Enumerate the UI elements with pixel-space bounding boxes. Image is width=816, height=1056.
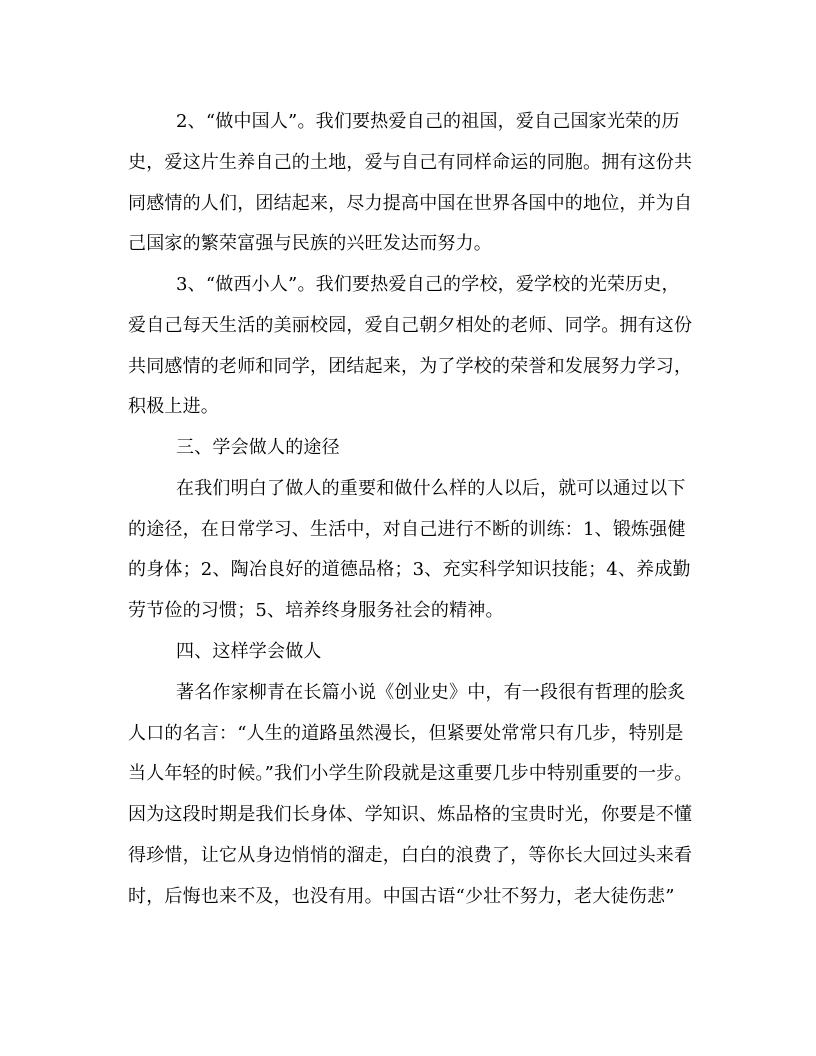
paragraph-line: 在我们明白了做人的重要和做什么样的人以后，就可以通过以下 [176, 478, 686, 499]
paragraph-line: 同感情的人们，团结起来，尽力提高中国在世界各国中的地位，并为自 [128, 193, 693, 214]
paragraph-line: 己国家的繁荣富强与民族的兴旺发达而努力。 [128, 233, 492, 254]
paragraph-line: 人口的名言：“人生的道路虽然漫长，但紧要处常常只有几步，特别是 [128, 723, 684, 744]
paragraph-line: 当人年轻的时候。”我们小学生阶段就是这重要几步中特别重要的一步。 [128, 763, 693, 784]
paragraph-line: 爱自己每天生活的美丽校园，爱自己朝夕相处的老师、同学。拥有这份 [128, 315, 693, 336]
paragraph-line: 得珍惜，让它从身边悄悄的溜走，白白的浪费了，等你长大回过头来看 [128, 845, 693, 866]
section-heading: 四、这样学会做人 [176, 641, 322, 662]
paragraph-line: 著名作家柳青在长篇小说《创业史》中，有一段很有哲理的脍炙 [176, 682, 686, 703]
paragraph-line: 3、“做西小人”。我们要热爱自己的学校，爱学校的光荣历史， [176, 274, 680, 295]
paragraph-line: 2、“做中国人”。我们要热爱自己的祖国，爱自己国家光荣的历 [176, 111, 680, 132]
paragraph-line: 共同感情的老师和同学，团结起来，为了学校的荣誉和发展努力学习， [128, 356, 693, 377]
section-heading: 三、学会做人的途径 [176, 437, 340, 458]
paragraph-line: 的途径，在日常学习、生活中，对自己进行不断的训练：1、锻炼强健 [128, 519, 686, 540]
paragraph-line: 劳节俭的习惯；5、培养终身服务社会的精神。 [128, 600, 504, 621]
paragraph-line: 时，后悔也来不及，也没有用。中国古语“少壮不努力，老大徒伤悲” [128, 886, 675, 907]
paragraph-line: 史，爱这片生养自己的土地，爱与自己有同样命运的同胞。拥有这份共 [128, 152, 693, 173]
paragraph-line: 因为这段时期是我们长身体、学知识、炼品格的宝贵时光，你要是不懂 [128, 804, 693, 825]
paragraph-line: 的身体；2、陶冶良好的道德品格；3、充实科学知识技能；4、养成勤 [128, 559, 691, 580]
paragraph-line: 积极上进。 [128, 396, 219, 417]
